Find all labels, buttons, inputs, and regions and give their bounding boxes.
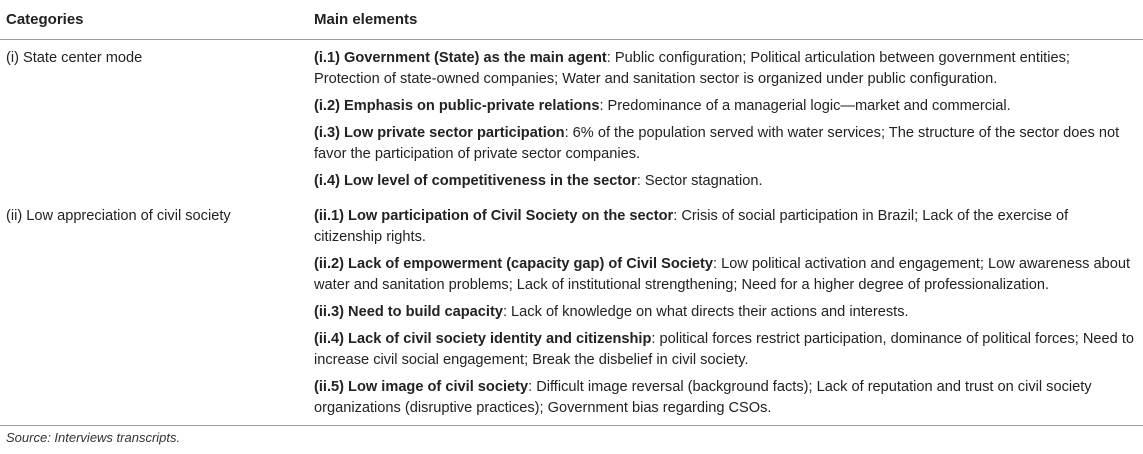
element-text: : Crisis of social participation in Brazil; Lack of the exercise of citizenship rights. bbox=[314, 208, 1069, 245]
element-title: (ii.2) Lack of empowerment (capacity gap) of Civil Society bbox=[314, 256, 713, 272]
elements-cell bbox=[310, 198, 1143, 426]
element-title: (i.3) Low private sector participation bbox=[314, 125, 565, 141]
element-text: : Predominance of a managerial logic—market and commercial. bbox=[599, 98, 1011, 114]
element-ii-2 bbox=[314, 254, 1135, 296]
header-main-elements: Main elements bbox=[310, 0, 1143, 40]
element-ii-3 bbox=[314, 302, 1135, 323]
element-i-2 bbox=[314, 96, 1135, 117]
element-title: (i.2) Emphasis on public-private relations bbox=[314, 98, 600, 114]
element-text: : Low political activation and engagement; Low awareness about water and sanitation problems; Lack of institutional strengthening; Need for a higher degree of professionalization. bbox=[314, 256, 1130, 293]
element-ii-5 bbox=[314, 377, 1135, 419]
source-note: Source: Interviews transcripts. bbox=[6, 430, 181, 445]
element-title: (ii.4) Lack of civil society identity and citizenship bbox=[314, 331, 652, 347]
table-header-row bbox=[0, 0, 1143, 40]
element-i-3 bbox=[314, 123, 1135, 165]
header-categories: Categories bbox=[0, 0, 310, 40]
element-text: : Sector stagnation. bbox=[636, 173, 763, 189]
element-ii-4 bbox=[314, 329, 1135, 371]
element-title: (ii.3) Need to build capacity bbox=[314, 304, 503, 320]
category-cell: (ii) Low appreciation of civil society bbox=[0, 198, 310, 426]
element-title: (i.1) Government (State) as the main agent bbox=[314, 50, 607, 66]
table-row-state-center-mode bbox=[0, 40, 1143, 199]
element-i-4 bbox=[314, 171, 1135, 192]
element-text: : political forces restrict participation, dominance of political forces; Need to increase civil social engagement; Break the disbelief in civil society. bbox=[314, 331, 1134, 368]
element-text: : Difficult image reversal (background facts); Lack of reputation and trust on civil society organizations (disruptive practices); Government bias regarding CSOs. bbox=[314, 379, 1092, 416]
element-i-1 bbox=[314, 48, 1135, 90]
category-cell: (i) State center mode bbox=[6, 50, 143, 66]
element-title: (ii.1) Low participation of Civil Society on the sector bbox=[314, 208, 674, 224]
element-text: : Public configuration; Political articulation between government entities; Protection of state-owned companies; Water and sanitation sector is organized under public configuration. bbox=[314, 50, 1070, 87]
element-text: : Lack of knowledge on what directs their actions and interests. bbox=[502, 304, 909, 320]
element-ii-1 bbox=[314, 206, 1135, 248]
table-row-low-appreciation-civil-society bbox=[0, 198, 1143, 426]
element-title: (i.4) Low level of competitiveness in the sector bbox=[314, 173, 637, 189]
elements-cell bbox=[310, 40, 1143, 199]
element-title: (ii.5) Low image of civil society bbox=[314, 379, 529, 395]
element-text: : 6% of the population served with water services; The structure of the sector does not favor the participation of private sector companies. bbox=[314, 125, 1120, 162]
